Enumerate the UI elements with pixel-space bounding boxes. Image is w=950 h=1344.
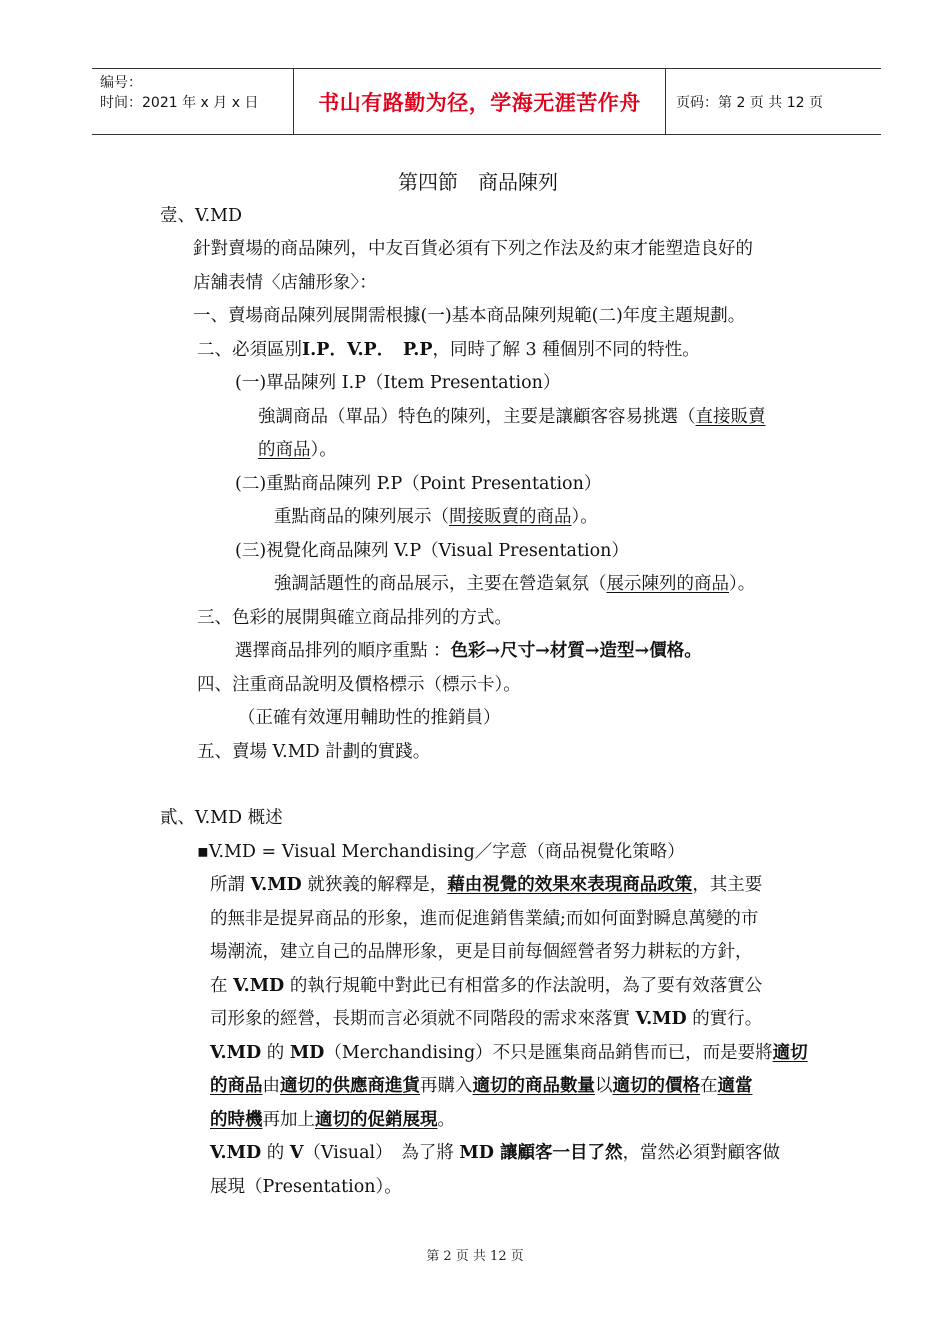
sub2-desc-underline: 間接販賣的商品 — [449, 507, 572, 527]
header-number-label: 编号： — [100, 75, 142, 91]
p5-vmd: V.MD — [635, 1009, 687, 1029]
p4-vmd: V.MD — [233, 976, 285, 996]
item3-desc — [235, 639, 702, 663]
p7-text-h: 在 — [700, 1076, 718, 1096]
item2-text-a: 二、必須區別 — [197, 340, 302, 360]
p7-text-b: 由 — [262, 1076, 280, 1096]
p4-text-a: 在 — [210, 976, 234, 996]
section1-item3: 三、色彩的展開與確立商品排列的方式。 — [197, 608, 512, 628]
header-time-label: 时间：2021 年 x 月 x 日 — [100, 95, 259, 111]
section2-p7 — [210, 1074, 753, 1098]
section2-p1 — [210, 873, 762, 897]
sub1-desc-underline2: 的商品 — [258, 440, 311, 460]
sub2-title: (二)重點商品陳列 P.P（Point Presentation） — [235, 474, 602, 494]
p9-vmd: V.MD — [210, 1143, 262, 1163]
section2-p3: 場潮流，建立自己的品牌形象，更是目前每個經營者努力耕耘的方針， — [210, 942, 753, 962]
section2-p4 — [210, 974, 762, 998]
p9-emphasis: MD 讓顧客一目了然 — [459, 1143, 623, 1163]
section1-item5: 五、賣場 V.MD 計劃的實踐。 — [197, 742, 431, 762]
p6-text-b: 的 — [261, 1043, 290, 1063]
section2-p2: 的無非是提昇商品的形象，進而促進銷售業績;而如何面對瞬息萬變的市 — [210, 909, 759, 929]
p5-text-a: 司形象的經營，長期而言必須就不同階段的需求來落實 — [210, 1009, 636, 1029]
p8-emph-c: 適切的促銷展現 — [315, 1110, 438, 1130]
section2-p5 — [210, 1007, 762, 1031]
item2-pp: P.P — [402, 340, 433, 360]
page-header — [92, 68, 881, 135]
sub3-desc-text: 強調話題性的商品展示，主要在營造氣氛（ — [274, 574, 607, 594]
p7-emph-c: 適切的供應商進貨 — [280, 1076, 420, 1096]
item3-desc-order: 色彩→尺寸→材質→造型→價格。 — [450, 641, 702, 661]
header-meta — [92, 69, 293, 134]
sub2-desc — [274, 505, 598, 529]
section2-p6 — [210, 1041, 808, 1065]
p6-vmd: V.MD — [210, 1043, 262, 1063]
item4-desc: （正確有效運用輔助性的推銷員） — [238, 708, 501, 728]
sub3-desc — [274, 572, 755, 596]
page-footer: 第 2 页 共 12 页 — [426, 1249, 524, 1264]
p4-text-c: 的執行規範中對此已有相當多的作法說明，為了要有效落實公 — [284, 976, 763, 996]
section2-p8 — [210, 1108, 455, 1132]
p9-text-f: ，當然必須對顧客做 — [622, 1143, 781, 1163]
sub1-desc-text: 強調商品（單品）特色的陳列，主要是讓顧客容易挑選（ — [258, 407, 696, 427]
section1-intro-line2: 店舖表情〈店舖形象〉： — [193, 273, 377, 293]
item2-text-d: ，同時了解 3 種個別不同的特性。 — [432, 340, 700, 360]
p1-text-a: 所謂 — [210, 875, 251, 895]
p6-emphasis: 適切 — [772, 1043, 808, 1063]
p7-text-d: 再購入 — [420, 1076, 473, 1096]
p8-text-b: 再加上 — [262, 1110, 315, 1130]
item2-ip-vp: I.P．V.P． — [302, 340, 386, 360]
section2-p10: 展現（Presentation）。 — [210, 1177, 402, 1197]
p1-vmd: V.MD — [250, 875, 302, 895]
section1-intro-line1: 針對賣場的商品陳列，中友百貨必須有下列之作法及約束才能塑造良好的 — [193, 239, 753, 259]
p6-text-d: （Merchandising）不只是匯集商品銷售而已，而是要將 — [324, 1043, 773, 1063]
section2-definition: ▪V.MD = Visual Merchandising／字意（商品視覺化策略） — [197, 842, 685, 862]
sub1-desc-line1 — [258, 405, 766, 429]
item3-desc-text: 選擇商品排列的順序重點 ： — [235, 641, 451, 661]
section1-item4: 四、注重商品說明及價格標示（標示卡）。 — [197, 675, 521, 695]
sub2-desc-text: 重點商品的陳列展示（ — [274, 507, 449, 527]
sub3-desc-underline: 展示陳列的商品 — [606, 574, 729, 594]
p1-text-c: 就狹義的解釋是， — [301, 875, 448, 895]
p7-text-f: 以 — [595, 1076, 613, 1096]
p1-emphasis: 藉由視覺的效果來表現商品政策 — [447, 875, 693, 895]
sub1-desc-underline1: 直接販賣 — [695, 407, 766, 427]
section2-heading: 貳、V.MD 概述 — [160, 808, 283, 828]
p7-emph-e: 適切的商品數量 — [472, 1076, 595, 1096]
p8-emph-a: 的時機 — [210, 1110, 263, 1130]
p9-text-b: 的 — [261, 1143, 290, 1163]
p7-emph-g: 適切的價格 — [612, 1076, 700, 1096]
page-title: 第四節 商品陳列 — [398, 170, 558, 194]
section1-heading: 壹、V.MD — [160, 206, 243, 226]
p7-emph-i: 適當 — [717, 1076, 753, 1096]
p5-text-c: 的實行。 — [686, 1009, 763, 1029]
p8-text-d: 。 — [437, 1110, 455, 1130]
section1-item2 — [197, 338, 700, 362]
sub1-desc-end: ）。 — [310, 440, 337, 460]
section2-p9 — [210, 1141, 780, 1165]
p9-v: V — [289, 1143, 304, 1163]
sub3-title: (三)視覺化商品陳列 V.P（Visual Presentation） — [235, 541, 629, 561]
section1-item1: 一、賣場商品陳列展開需根據(一)基本商品陳列規範(二)年度主題規劃。 — [193, 306, 746, 326]
p9-text-d: （Visual） 為了將 — [303, 1143, 460, 1163]
p7-emph-a: 的商品 — [210, 1076, 263, 1096]
p6-md: MD — [289, 1043, 325, 1063]
header-motto: 书山有路勤为径，学海无涯苦作舟 — [293, 69, 666, 134]
sub3-desc-end: ）。 — [729, 574, 756, 594]
header-page-label: 页码：第 2 页 共 12 页 — [676, 94, 823, 111]
sub1-desc-line2 — [258, 438, 337, 462]
sub2-desc-end: ）。 — [571, 507, 598, 527]
sub1-title: (一)單品陳列 I.P（Item Presentation） — [235, 373, 561, 393]
p1-text-e: ，其主要 — [692, 875, 763, 895]
